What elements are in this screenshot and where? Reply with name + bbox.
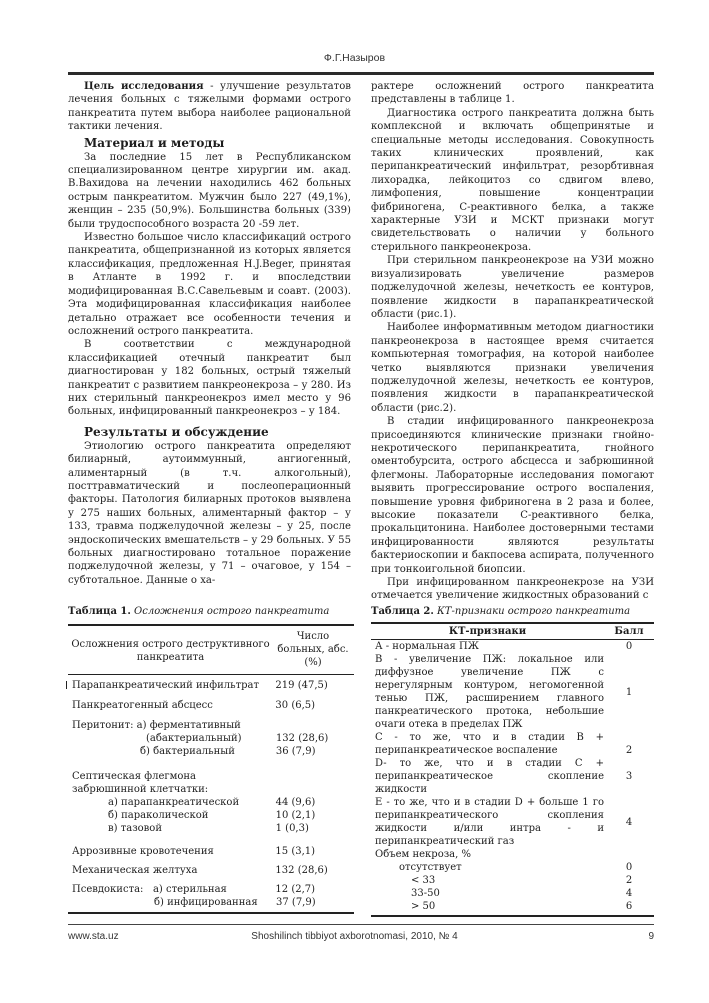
section-title-methods: Материал и методы (84, 135, 225, 150)
methods-paragraph-2: Известно большое число классификаций острого панкреатита, общепризнанной из которых является классификация, предложенная H.J.Beger, принятая в Атланте в 1992 г. и впоследствии модифицированная В.С.Савельевым и соавт. (2003). Эта модифицированная классификация наиболее детально отражает все особенности течения и осложнений острого панкреатита. (68, 232, 351, 337)
footer-site-link[interactable]: www.sta.uz (68, 931, 119, 942)
table-row (371, 848, 654, 861)
methods-paragraph-1: За последние 15 лет в Республиканском специализированном центре хирургии им. акад. В.Вахидова на лечении находились 462 больных острым панкреатитом. Мужчин было 227 (49,1%), женщин – 235 (50,9%). Большинства больных (339) были трудоспособного возраста 20 -59 лет. (68, 151, 351, 230)
row-label: (абактериальный) (146, 733, 242, 744)
right-paragraph-1: рактере осложнений острого панкреатита представлены в таблице 1. (371, 81, 654, 106)
row-label: В - увеличение ПЖ: локальное или диффузное увеличение ПЖ с нерегулярным контуром, негомогенной тенью ПЖ, расширением главного панкреатического протока, небольшие очаги отека в пределах ПЖ (375, 654, 604, 730)
row-value (269, 770, 354, 783)
row-value: 6 (625, 901, 633, 912)
row-label: Парапанкреатический инфильтрат (72, 680, 260, 691)
table-row (68, 745, 354, 758)
table1 (68, 624, 354, 914)
row-value: 36 (7,9) (275, 746, 316, 757)
row-label: Септическая флегмона (72, 771, 197, 782)
footer-rule (68, 924, 654, 925)
table-row (68, 809, 354, 822)
table-row (68, 699, 354, 712)
row-label: Объем некроза, % (375, 849, 471, 860)
row-value: 44 (9,6) (275, 797, 316, 808)
intro-bold: Цель исследования (84, 81, 204, 92)
left-column (68, 80, 351, 587)
methods-paragraph-3: В соответствии с международной классификацией отечный панкреатит был диагностирован у 182 больных, острый тяжелый панкреатит с развитием панкреонекроза – у 280. Из них стерильный панкреонекроз имел место у 96 больных, инфицированный панкреонекроз – у 184. (68, 339, 351, 418)
table1-header-col2: Число больных, абс. (%) (277, 631, 349, 668)
row-value: 2 (625, 875, 633, 886)
right-column (371, 80, 654, 603)
row-label: а) парапанкреатической (108, 797, 240, 808)
right-paragraph-6: При инфицированном панкреонекрозе на УЗИ отмечается увеличение жидкостных образований с (371, 577, 654, 602)
table-row (371, 757, 654, 796)
row-value: 1 (625, 686, 633, 698)
table1-header (68, 626, 354, 675)
row-value (269, 719, 354, 732)
row-label: А - нормальная ПЖ (375, 641, 480, 652)
page-number: 9 (648, 931, 654, 942)
table1-caption-text: Осложнения острого панкреатита (134, 606, 330, 617)
section-title-results: Результаты и обсуждение (84, 424, 269, 439)
table1-caption (68, 606, 329, 617)
row-label: б) бактериальный (140, 746, 235, 757)
row-label: < 33 (411, 875, 436, 886)
row-value: 37 (7,9) (276, 897, 316, 908)
row-value: 4 (625, 888, 633, 899)
row-value (269, 783, 354, 796)
row-label: б) инфицированная (154, 897, 258, 908)
row-label: Механическая желтуха (72, 865, 198, 876)
row-value: 0 (625, 862, 633, 873)
table-row (68, 719, 354, 732)
row-label: Е - то же, что и в стадии D + больше 1 го перипанкреатического скопления жидкости и/или интра - и перипанкреатический газ (375, 797, 604, 847)
right-paragraph-2: Диагностика острого панкреатита должна быть комплексной и включать общепринятые и специальные методы исследования. Совокупность таких клинических проявлений, как перипанкреатический инфильтрат, резорбтивная лихорадка, лейкоцитоз со сдвигом влево, лимфопения, повышение концентрации фибриногена, С-реактивного белка, а также характерные УЗИ и МСКТ признаки могут свидетельствовать о наличии у больного стерильного панкреонекроза. (371, 107, 654, 253)
table-row (68, 770, 354, 783)
table2-caption-label: Таблица 2. (371, 606, 434, 617)
row-value: 15 (3,1) (275, 846, 316, 857)
intro-paragraph (68, 80, 351, 134)
table2-bottom-rule (371, 915, 654, 917)
table-row (371, 731, 654, 757)
row-label: отсутствует (399, 862, 462, 873)
table-row (371, 900, 654, 913)
row-label: Аррозивные кровотечения (72, 846, 214, 857)
table-row (68, 864, 354, 877)
row-label: D- то же, что и в стадии С + перипанкреатическое скопление жидкости (375, 758, 604, 795)
footer-journal: Shoshilinch tibbiyot axborotnomasi, 2010, № 4 (251, 931, 458, 942)
right-paragraph-4: Наиболее информативным методом диагностики панкреонекроза в настоящее время считается компьютерная томография, на которой наиболее четко выявляются признаки увеличения поджелудочной железы, нечеткость ее контуров, появления жидкости в парапанкреатической области (рис.2). (371, 322, 654, 414)
results-paragraph-1: Этиологию острого панкреатита определяют билиарный, аутоиммунный, ангиогенный, алиментарный (в т.ч. алкогольный), посттравматический и послеоперационный факторы. Патология билиарных протоков выявлена у 275 наших больных, алиментарный фактор – у 133, травма поджелудочной железы – у 25, после эндоскопических вмешательств – у 29 больных. У 55 больных диагностировано тотальное поражение поджелудочной железы, у 71 – очаговое, у 154 – субтотальное. Данные о ха- (68, 440, 351, 586)
row-value: 132 (28,6) (275, 865, 328, 876)
row-value: 10 (2,1) (275, 810, 316, 821)
table-row (68, 822, 354, 835)
table1-header-col1: Осложнения острого деструктивного панкреатита (71, 639, 270, 663)
table2 (371, 622, 654, 917)
table-row (371, 887, 654, 900)
row-value: 30 (6,5) (275, 700, 316, 711)
table-row (68, 896, 354, 909)
row-label: 33-50 (411, 888, 440, 899)
row-label: С - то же, что и в стадии В + перипанкреатическое воспаление (375, 732, 604, 756)
row-value: 3 (625, 771, 633, 782)
table1-bottom-rule (68, 912, 354, 914)
row-label: забрюшинной клетчатки: (72, 784, 209, 795)
row-label: Псевдокиста: а) стерильная (72, 884, 227, 895)
table-row (371, 653, 654, 731)
row-value: 4 (625, 816, 633, 828)
row-label: Панкреатогенный абсцесс (72, 700, 213, 711)
intro-rest: - улучшение результатов лечения больных с тяжелыми формами острого панкреатита путем выбора наиболее рациональной тактики лечения. (68, 81, 351, 133)
row-value: 1 (0,3) (275, 823, 309, 834)
table-row (68, 732, 354, 745)
right-paragraph-3: При стерильном панкреонекрозе на УЗИ можно визуализировать увеличение размеров поджелудочной железы, нечеткость ее контуров, появление жидкости в парапанкреатической области (рис.1). (371, 255, 654, 320)
table-row (68, 845, 354, 858)
table-row (68, 883, 354, 896)
row-value: 2 (625, 745, 633, 756)
right-paragraph-5: В стадии инфицированного панкреонекроза присоединяются клинические признаки гнойно-некротического перипанкреатита, гнойного оментобурсита, острого абсцесса и забрюшинной флегмоны. Лабораторные исследования помогают выявить прогрессирование острого воспаления, повышение уровня фибриногена в 2 раза и более, высокие показатели С-реактивного белка, прокальцитонина. Наиболее достоверными тестами инфицированности являются результаты бактериоскопии и бакпосева аспирата, полученного при тонкоигольной биопсии. (371, 416, 654, 575)
table1-caption-label: Таблица 1. (68, 606, 131, 617)
row-label: в) тазовой (108, 823, 162, 834)
row-value: 0 (625, 641, 633, 652)
table-row (68, 796, 354, 809)
table-row (371, 796, 654, 848)
row-value: 12 (2,7) (275, 884, 316, 895)
header-rule (68, 72, 654, 75)
table2-caption-text: КТ-признаки острого панкреатита (437, 606, 631, 617)
table2-header-col1: КТ-признаки (448, 626, 527, 637)
table-row (371, 861, 654, 874)
table2-header (371, 624, 654, 640)
table-row (371, 874, 654, 887)
table2-header-col2: Балл (614, 626, 644, 637)
table-row (68, 679, 354, 692)
row-value: 132 (28,6) (275, 733, 329, 744)
running-header: Ф.Г.Назыров (323, 52, 386, 64)
margin-tick (66, 681, 67, 689)
table-row (68, 783, 354, 796)
table2-caption (371, 606, 630, 617)
row-label: > 50 (411, 901, 436, 912)
row-value: 219 (47,5) (275, 680, 328, 691)
row-label: б) параколической (108, 810, 209, 821)
row-label: Перитонит: а) ферментативный (72, 720, 241, 731)
table-row (371, 640, 654, 653)
